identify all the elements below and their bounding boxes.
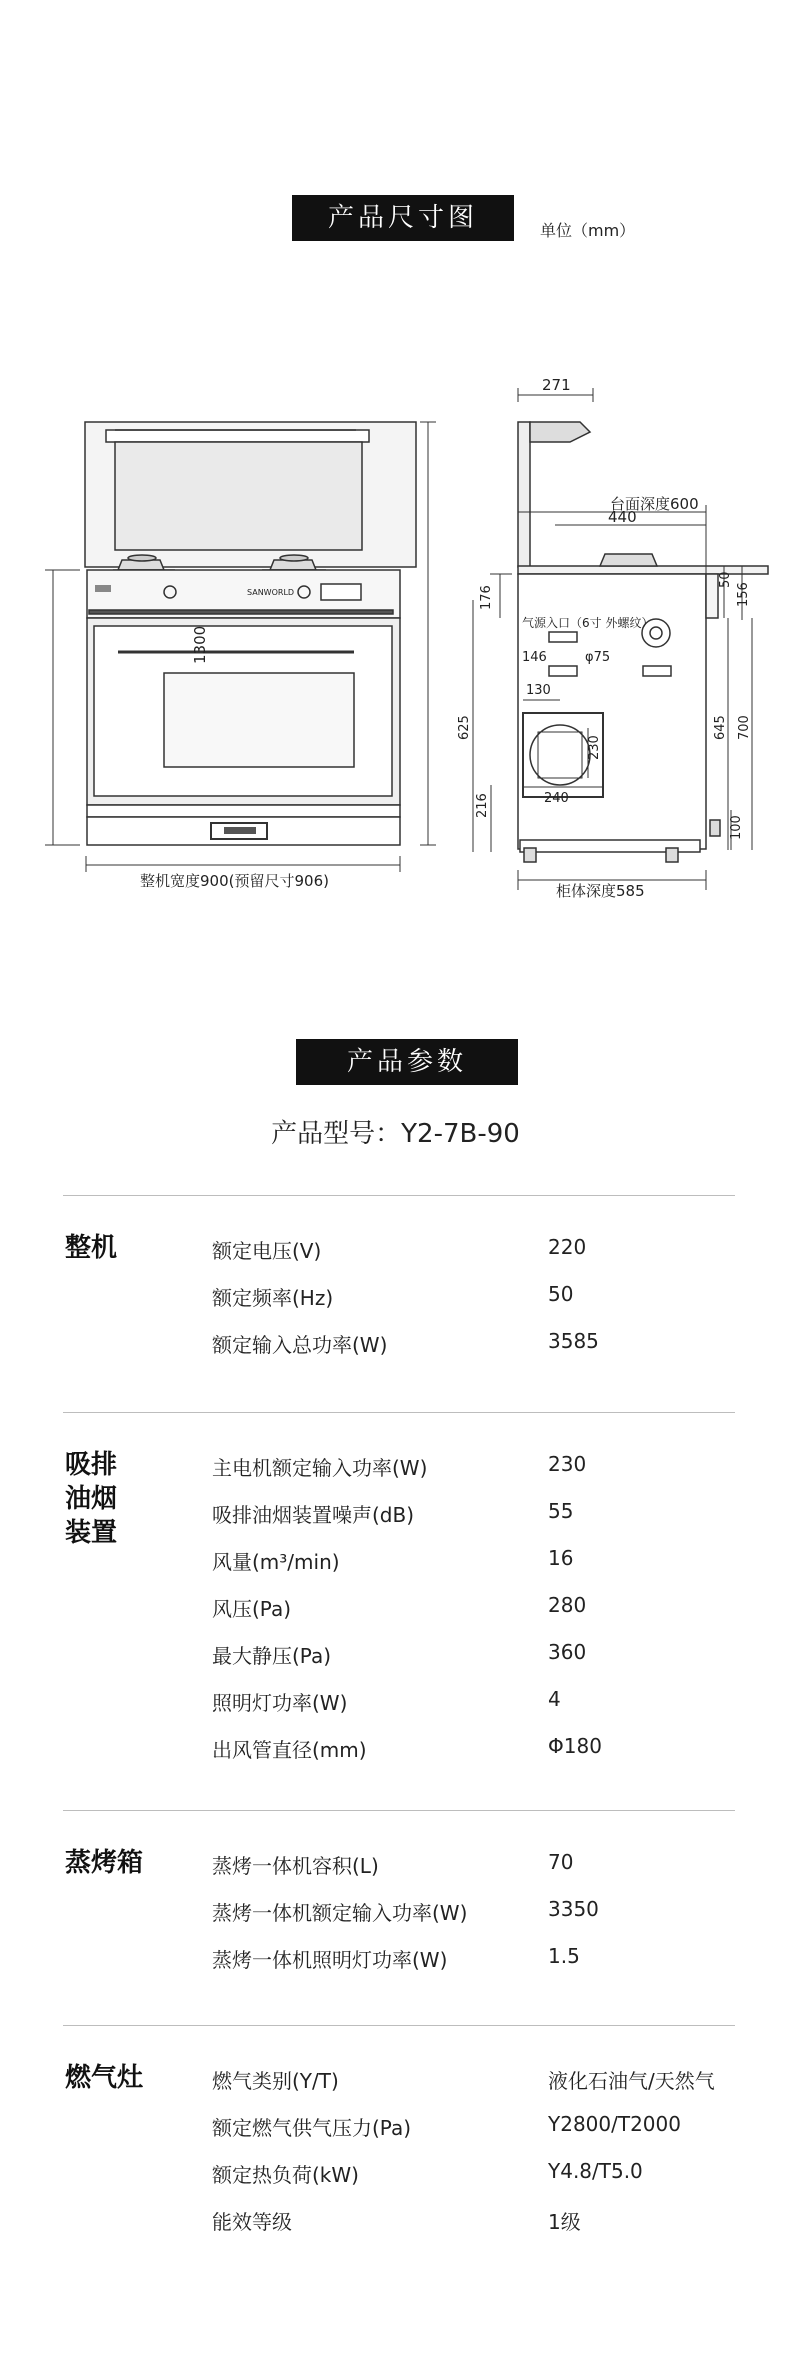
spec-row <box>212 2159 742 2189</box>
section-title: 吸排 油烟 装置 <box>65 1450 118 1548</box>
spec-label: 主电机额定输入功率(W) <box>212 1456 428 1480</box>
dim-130: 130 <box>526 683 551 698</box>
section-divider <box>63 2025 735 2026</box>
spec-label: 风量(m³/min) <box>212 1550 340 1574</box>
spec-value: Φ180 <box>548 1734 602 1758</box>
dim-1300: 1300 <box>191 625 209 664</box>
dim-230: 230 <box>587 735 602 760</box>
gas-inlet-label: 气源入口（6寸 外螺纹） <box>522 616 654 630</box>
spec-value: 16 <box>548 1546 574 1570</box>
section-title: 整机 <box>65 1233 118 1263</box>
spec-value: 3585 <box>548 1329 599 1353</box>
spec-row <box>212 2206 742 2236</box>
spec-label: 出风管直径(mm) <box>212 1738 367 1762</box>
section-title: 蒸烤箱 <box>65 1848 144 1878</box>
spec-label: 吸排油烟装置噪声(dB) <box>212 1503 415 1527</box>
dimension-drawing <box>0 370 791 930</box>
spec-row <box>212 2065 742 2095</box>
dim-700: 700 <box>737 715 752 740</box>
dim-625: 625 <box>457 715 472 740</box>
spec-value: 液化石油气/天然气 <box>548 2069 715 2093</box>
spec-value: Y2800/T2000 <box>548 2112 681 2136</box>
dim-cabinet-depth: 柜体深度585 <box>556 882 645 900</box>
spec-value: 360 <box>548 1640 587 1664</box>
spec-label: 最大静压(Pa) <box>212 1644 332 1668</box>
dim-156: 156 <box>736 582 751 607</box>
dim-645: 645 <box>713 715 728 740</box>
spec-label: 额定输入总功率(W) <box>212 1333 388 1357</box>
section-divider <box>63 1195 735 1196</box>
spec-label: 燃气类别(Y/T) <box>212 2069 339 2093</box>
dim-overall-width: 整机宽度900(预留尺寸906) <box>140 872 329 890</box>
spec-value: 220 <box>548 1235 587 1259</box>
spec-value: 230 <box>548 1452 587 1476</box>
spec-row <box>212 1640 742 1670</box>
spec-row <box>212 1850 742 1880</box>
brand-logo: SANWORLD <box>247 588 295 597</box>
spec-label: 照明灯功率(W) <box>212 1691 348 1715</box>
dim-216: 216 <box>475 793 490 818</box>
dim-440: 440 <box>608 508 637 526</box>
spec-row <box>212 1734 742 1764</box>
front-view <box>45 422 436 872</box>
dim-271: 271 <box>542 376 571 394</box>
spec-label: 蒸烤一体机额定输入功率(W) <box>212 1901 468 1925</box>
dim-146: 146 <box>522 650 547 665</box>
spec-label: 风压(Pa) <box>212 1597 292 1621</box>
spec-row <box>212 2112 742 2142</box>
params-section-title: 产品参数 <box>296 1039 518 1085</box>
spec-value: 280 <box>548 1593 587 1617</box>
section-title: 燃气灶 <box>65 2063 144 2093</box>
dim-countertop-depth: 台面深度600 <box>610 495 699 513</box>
spec-value: 1级 <box>548 2210 581 2234</box>
spec-value: 50 <box>548 1282 574 1306</box>
spec-label: 能效等级 <box>212 2210 292 2234</box>
spec-label: 额定热负荷(kW) <box>212 2163 359 2187</box>
spec-row <box>212 1687 742 1717</box>
dim-240: 240 <box>544 791 569 806</box>
spec-row <box>212 1452 742 1482</box>
dim-50: 50 <box>718 571 733 588</box>
spec-value: 1.5 <box>548 1944 580 1968</box>
spec-value: 70 <box>548 1850 574 1874</box>
spec-value: 4 <box>548 1687 561 1711</box>
dim-100: 100 <box>729 815 744 840</box>
spec-row <box>212 1593 742 1623</box>
spec-row <box>212 1546 742 1576</box>
spec-row <box>212 1944 742 1974</box>
spec-label: 额定频率(Hz) <box>212 1286 334 1310</box>
spec-row <box>212 1235 742 1265</box>
spec-value: Y4.8/T5.0 <box>548 2159 643 2183</box>
spec-label: 额定电压(V) <box>212 1239 322 1263</box>
spec-label: 蒸烤一体机照明灯功率(W) <box>212 1948 448 1972</box>
spec-value: 55 <box>548 1499 574 1523</box>
side-view <box>473 388 768 890</box>
spec-value: 3350 <box>548 1897 599 1921</box>
spec-label: 额定燃气供气压力(Pa) <box>212 2116 412 2140</box>
product-model: 产品型号：Y2-7B-90 <box>271 1119 520 1149</box>
spec-label: 蒸烤一体机容积(L) <box>212 1854 379 1878</box>
unit-label: 单位（mm） <box>540 221 636 240</box>
dim-75: φ75 <box>585 650 611 665</box>
spec-row <box>212 1499 742 1529</box>
spec-row <box>212 1329 742 1359</box>
dim-176: 176 <box>479 585 494 610</box>
section-divider <box>63 1810 735 1811</box>
dimension-section-title: 产品尺寸图 <box>292 195 514 241</box>
spec-row <box>212 1282 742 1312</box>
section-divider <box>63 1412 735 1413</box>
spec-row <box>212 1897 742 1927</box>
